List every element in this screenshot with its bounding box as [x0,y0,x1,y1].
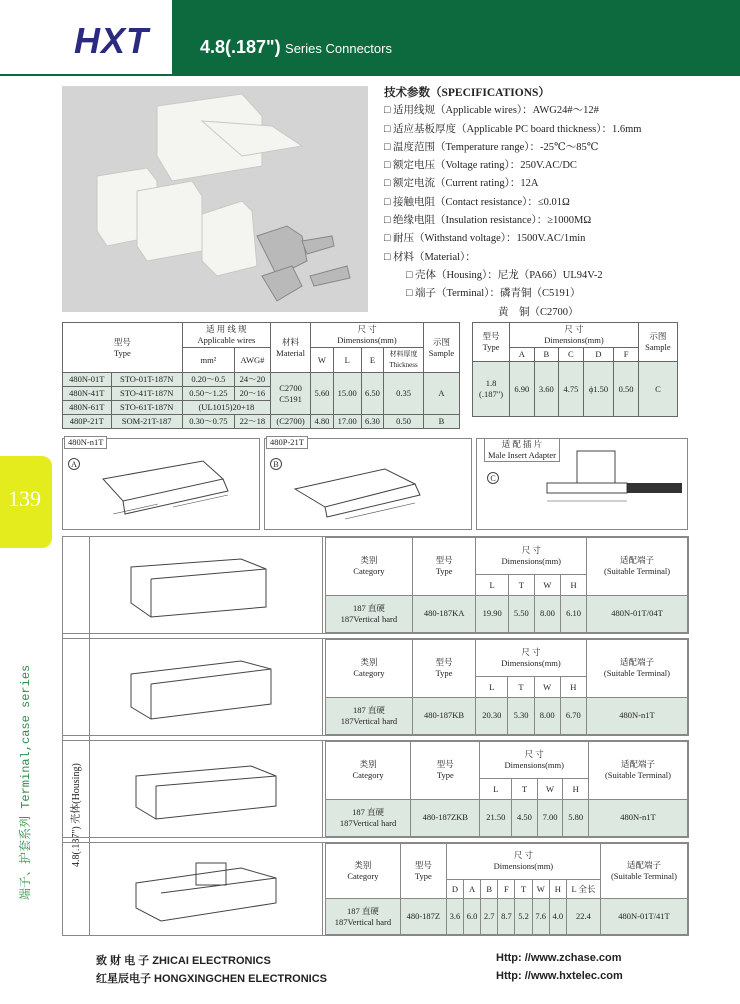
housing-section-label: 4.8(.187") 壳体(Housing) [62,536,90,936]
spec-item: □ 适用线规（Applicable wires）：AWG24#～12# [384,105,599,117]
diagram-c-marker: C [487,472,499,484]
housing-row-3: 类别 Category 型号 Type 尺 寸 Dimensions(mm) 适配端子 (Suitable Terminal) L T W H 187 直硬 187Vertical hard 480-187ZKB 21.50 4.50 7.00 5.80 480N-n1T [62,740,689,838]
adapter-table: 型号 Type 尺 寸 Dimensions(mm) 示图 Sample A B C D F 1.8 (.187") 6.90 3.60 4.75 ϕ1.50 0.50 C [472,322,678,417]
housing-drawing [91,741,323,837]
spec-item: □ 材料（Material）： [384,251,476,263]
housing-drawing [91,537,323,633]
table-row: 1.8 (.187") 6.90 3.60 4.75 ϕ1.50 0.50 C [473,362,678,417]
housing-row-4: 类别 Category 型号 Type 尺 寸 Dimensions(mm) 适配端子 (Suitable Terminal) D A B F T W H L 全长 187 直硬 187Vertical hard 480-187Z 3.6 6.0 2.7 8.7 5.2 7.6 4.0 22.4 480N-01T/41T [62,842,689,936]
page-number-tab [0,456,52,548]
col-type: 型号 Type [63,323,183,373]
housing-row-1: 类别 Category 型号 Type 尺 寸 Dimensions(mm) 适配端子 (Suitable Terminal) L T W H 187 直硬 187Vertical hard 480-187KA 19.90 5.50 8.00 6.10 480N-01T/04T [62,536,689,634]
spec-item: □ 接触电阻（Contact resistance）：≤0.01Ω [384,196,570,208]
col-sample: 示图 Sample [423,323,459,373]
spec-item: □ 绝缘电阻（Insulation resistance）：≥1000MΩ [384,215,592,227]
terminal-table: 型号 Type 适 用 线 规 Applicable wires 材料 Material 尺 寸 Dimensions(mm) 示图 Sample mm² AWG# W L E 材料厚度 Thickness 480N-01T STO-01T-187N 0.20～0.5 24～20 C2700 C5191 5.60 15.00 6.50 0.35 A 480N-41T STO-41T-187N 0.50～1.25 20～16 480N-61T STO-61T-187N (UL1015)20+18 480P-21T SOM-21T-187 0.30～0.75 22～18 (C2700) 4.80 17.00 6.30 0.50 B [62,322,460,429]
table-row: 187 直硬 187Vertical hard 480-187KA 19.90 5.50 8.00 6.10 480N-01T/04T [326,595,688,632]
footer-url-2[interactable]: Http: //www.hxtelec.com [496,970,623,982]
col-material: 材料 Material [270,323,310,373]
diagram-a-label: 480N-n1T [64,436,107,449]
col-wires: 适 用 线 规 Applicable wires [182,323,270,348]
housing-row-2: 类别 Category 型号 Type 尺 寸 Dimensions(mm) 适配端子 (Suitable Terminal) L T W H 187 直硬 187Vertical hard 480-187KB 20.30 5.30 8.00 6.70 480N-n1T [62,638,689,736]
header-bar [172,0,740,74]
housing-drawing [91,639,323,735]
footer-company-1: 致 财 电 子 ZHICAI ELECTRONICS [96,955,271,967]
footer-url-1[interactable]: Http: //www.zchase.com [496,952,622,964]
diagram-b-label: 480P-21T [266,436,308,449]
header-logo-area [0,0,172,74]
spec-housing: □ 壳体（Housing）：尼龙（PA66）UL94V-2 [406,269,603,281]
spec-item: □ 温度范围（Temperature range）：-25℃～85℃ [384,141,599,153]
table-row: 480N-61T STO-61T-187N (UL1015)20+18 [63,401,460,415]
housing-drawing [91,843,323,935]
spec-item: □ 额定电流（Current rating）：12A [384,178,539,190]
table-row: 480N-41T STO-41T-187N 0.50～1.25 20～16 [63,387,460,401]
spec-item: □ 适应基板厚度（Applicable PC board thickness）：1.6mm [384,123,642,135]
diagram-b [264,438,472,530]
diagram-c-title: 适 配 插 片 Male Insert Adapter [484,438,560,462]
table-row: 187 直硬 187Vertical hard 480-187KB 20.30 5.30 8.00 6.70 480N-n1T [326,697,688,734]
brand-logo: HXT [74,20,149,61]
series-side-label: 端子、护套系列 Terminal,case series [19,664,33,900]
product-photo [62,86,368,312]
table-row: 187 直硬 187Vertical hard 480-187ZKB 21.50 4.50 7.00 5.80 480N-n1T [326,799,688,836]
diagram-b-marker: B [270,458,282,470]
specifications [384,84,734,322]
page-number: 139 [8,486,41,511]
spec-heading: 技术参数（SPECIFICATIONS） [384,87,550,99]
table-row: 480P-21T SOM-21T-187 0.30～0.75 22～18 (C2700) 4.80 17.00 6.30 0.50 B [63,415,460,429]
spec-terminal: □ 端子（Terminal）：磷青铜（C5191） [406,288,581,300]
table-row: 187 直硬 187Vertical hard 480-187Z 3.6 6.0 2.7 8.7 5.2 7.6 4.0 22.4 480N-01T/41T [326,899,688,935]
spec-item: □ 额定电压（Voltage rating）：250V.AC/DC [384,160,577,172]
footer-company-2: 红星辰电子 HONGXINGCHEN ELECTRONICS [96,973,328,985]
header-divider [0,74,740,76]
diagram-a-marker: A [68,458,80,470]
col-dimensions: 尺 寸 Dimensions(mm) [311,323,424,348]
spec-terminal-2: 黄 铜（C2700） [498,306,579,318]
diagram-a [62,438,260,530]
spec-item: □ 耐压（Withstand voltage）：1500V.AC/1min [384,233,586,245]
table-row: 480N-01T STO-01T-187N 0.20～0.5 24～20 C2700 C5191 5.60 15.00 6.50 0.35 A [63,373,460,387]
page-title: 4.8(.187") Series Connectors [200,37,392,57]
